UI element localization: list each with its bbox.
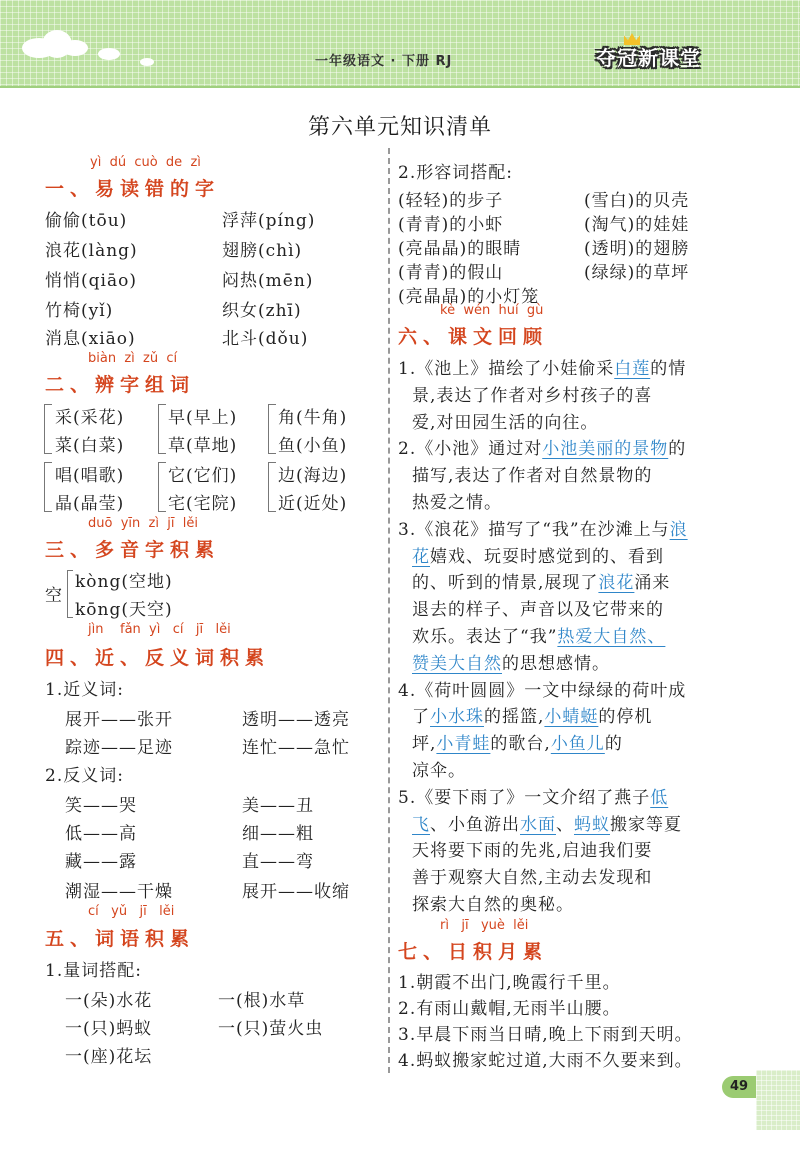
review-line: [412, 810, 682, 835]
review-text: 的摇篮,: [484, 707, 545, 728]
s2-word: 鱼(小鱼): [278, 436, 348, 456]
review-text: 善于观察大自然,主动去发现和: [412, 868, 653, 889]
s1-word: 浪花(làng): [45, 241, 138, 261]
review-text: 退去的样子、声音以及它带来的: [412, 600, 664, 621]
review-line: [398, 676, 686, 701]
answer-text: 白莲: [614, 359, 651, 379]
review-line: [398, 783, 668, 808]
adj-label: 2.形容词搭配:: [398, 163, 513, 183]
review-line: [412, 622, 665, 647]
section1-pinyin: yì dú cuò de zì: [90, 155, 201, 170]
review-text: 5.《要下雨了》一文介绍了燕子: [398, 787, 651, 808]
measure-word-pair: 一(只)萤火虫: [218, 1019, 324, 1039]
review-line: [412, 756, 466, 781]
brand-logo: 夺冠新课堂: [596, 46, 701, 70]
answer-text: 花: [412, 546, 430, 567]
answer-text: 浪花: [598, 573, 635, 594]
section6-heading: 六、课文回顾: [398, 326, 549, 348]
section3-heading: 三、多音字积累: [45, 539, 221, 561]
s2-word: 宅(宅院): [168, 494, 238, 514]
answer-text: 小池美丽的景物: [542, 439, 669, 460]
review-text: 、: [556, 814, 574, 835]
section5-pinyin: cí yǔ jī lěi: [88, 904, 175, 919]
adj-pair: (淘气)的娃娃: [584, 215, 690, 235]
s2-word: 草(草地): [168, 436, 238, 456]
review-line: [412, 488, 502, 513]
s1-word: 翅膀(chì): [222, 241, 303, 261]
brace: [158, 404, 166, 454]
review-text: 2.《小池》通过对: [398, 439, 543, 460]
measure-word-pair: 一(朵)水花: [65, 991, 153, 1011]
synonym-pair: 踪迹——足迹: [65, 738, 173, 758]
adj-pair: (雪白)的贝壳: [584, 191, 690, 211]
antonym-pair: 笑——哭: [65, 796, 137, 816]
review-text: 的停机: [598, 707, 653, 728]
review-line: [412, 381, 652, 406]
review-text: 了: [412, 707, 430, 728]
answer-text: 飞: [412, 814, 430, 835]
review-line: [398, 434, 686, 459]
measure-word-pair: 一(根)水草: [218, 991, 306, 1011]
s1-word: 消息(xiāo): [45, 329, 136, 349]
antonym-pair: 细——粗: [242, 824, 314, 844]
review-text: 4.《荷叶圆圆》一文中绿绿的荷叶成: [398, 680, 687, 701]
review-text: 爱,对田园生活的向往。: [412, 412, 599, 433]
antonym-pair: 低——高: [65, 824, 137, 844]
review-text: 欢乐。表达了“我”: [412, 627, 558, 647]
section2-heading: 二、辨字组词: [45, 374, 196, 396]
review-line: [412, 595, 664, 620]
review-line: [398, 354, 686, 379]
synonym-pair: 透明——透亮: [242, 710, 350, 730]
review-text: 3.《浪花》描写了“我”在沙滩上与: [398, 519, 670, 540]
page-number: 49: [722, 1076, 756, 1098]
antonym-pair: 展开——收缩: [242, 882, 350, 902]
review-text: 的情: [650, 359, 687, 379]
review-line: [412, 890, 574, 915]
adj-pair: (亮晶晶)的小灯笼: [398, 287, 540, 307]
section5-heading: 五、词语积累: [45, 928, 196, 950]
brace: [44, 404, 52, 454]
answer-text: 小鱼儿: [550, 734, 605, 755]
review-line: [398, 515, 688, 540]
s1-word: 竹椅(yǐ): [45, 301, 114, 321]
answer-text: 水面: [520, 814, 556, 835]
s2-word: 近(近处): [278, 494, 348, 514]
section2-pinyin: biàn zì zǔ cí: [88, 351, 178, 366]
adj-pair: (透明)的翅膀: [584, 239, 690, 259]
adj-pair: (青青)的假山: [398, 263, 504, 283]
cloud-decoration: [98, 48, 120, 60]
answer-text: 浪: [669, 519, 688, 540]
review-text: 1.《池上》描绘了小娃偷采: [398, 359, 615, 379]
s2-word: 它(它们): [168, 466, 238, 486]
proverb: 4.蚂蚁搬家蛇过道,大雨不久要来到。: [398, 1051, 693, 1071]
s2-word: 唱(唱歌): [55, 466, 125, 486]
s1-word: 浮萍(píng): [222, 211, 316, 231]
header-banner: [0, 0, 800, 88]
answer-text: 小水珠: [430, 707, 484, 728]
s1-word: 北斗(dǒu): [222, 329, 309, 349]
section7-pinyin: rì jī yuè lěi: [440, 918, 529, 933]
antonym-pair: 直——弯: [242, 852, 314, 872]
synonym-pair: 展开——张开: [65, 710, 173, 730]
review-line: [412, 649, 610, 674]
s2-word: 边(海边): [278, 466, 348, 486]
review-text: 的: [668, 439, 687, 460]
review-text: 涌来: [634, 573, 671, 594]
brace: [67, 570, 73, 618]
adj-pair: (绿绿)的草坪: [584, 263, 690, 283]
grade-label: 一年级语文 · 下册 RJ: [315, 54, 453, 69]
answer-text: 蚂蚁: [574, 814, 610, 835]
answer-text: 热爱大自然、: [557, 627, 666, 647]
s2-word: 菜(白菜): [55, 436, 125, 456]
proverb: 1.朝霞不出门,晚霞行千里。: [398, 973, 621, 993]
measure-word-pair: 一(只)蚂蚁: [65, 1019, 153, 1039]
review-text: 描写,表达了作者对自然景物的: [412, 466, 653, 487]
s1-word: 闷热(mēn): [222, 271, 314, 291]
section7-heading: 七、日积月累: [398, 941, 549, 963]
review-text: 的思想感情。: [502, 653, 610, 674]
review-text: 嬉戏、玩耍时感觉到的、看到: [430, 546, 664, 567]
measure-word-pair: 一(座)花坛: [65, 1047, 153, 1067]
polyphone-reading: kòng(空地): [75, 572, 173, 592]
section1-heading: 一、易读错的字: [45, 178, 221, 200]
review-text: 的、听到的情景,展现了: [412, 573, 599, 594]
review-line: [412, 542, 664, 567]
answer-text: 小蜻蜓: [544, 707, 599, 728]
antonym-label: 2.反义词:: [45, 766, 124, 786]
s1-word: 织女(zhī): [222, 301, 302, 321]
s1-word: 悄悄(qiāo): [45, 271, 137, 291]
polyphone-reading: kōng(天空): [75, 600, 173, 620]
synonym-pair: 连忙——急忙: [242, 738, 350, 758]
review-line: [412, 836, 652, 861]
review-text: 热爱之情。: [412, 493, 502, 513]
s2-word: 早(早上): [168, 408, 238, 428]
s2-word: 晶(晶莹): [55, 494, 125, 514]
measure-word-label: 1.量词搭配:: [45, 961, 142, 981]
proverb: 3.早晨下雨当日晴,晚上下雨到天明。: [398, 1025, 693, 1045]
section4-heading: 四、近、反义词积累: [45, 647, 271, 669]
review-text: 天将要下雨的先兆,启迪我们要: [412, 841, 653, 862]
brace: [158, 462, 166, 512]
review-line: [412, 863, 652, 888]
page-corner-pattern: [756, 1070, 800, 1130]
review-text: 景,表达了作者对乡村孩子的喜: [412, 385, 653, 406]
section6-pinyin: kè wén huí gù: [440, 303, 544, 318]
review-text: 的歌台,: [490, 734, 551, 755]
review-line: [412, 702, 652, 727]
review-text: 坪,: [412, 734, 437, 755]
antonym-pair: 潮湿——干燥: [65, 882, 173, 902]
column-divider: [388, 148, 390, 1073]
cloud-decoration: [62, 40, 88, 56]
antonym-pair: 藏——露: [65, 852, 137, 872]
s1-word: 偷偷(tōu): [45, 211, 128, 231]
review-text: 、小鱼游出: [430, 814, 520, 835]
s2-word: 采(采花): [55, 408, 125, 428]
s2-word: 角(牛角): [278, 408, 348, 428]
page-title: 第六单元知识清单: [307, 115, 492, 140]
answer-text: 低: [650, 787, 669, 808]
polyphone-char: 空: [45, 586, 63, 606]
brace: [44, 462, 52, 512]
cloud-decoration: [140, 58, 154, 66]
brace: [268, 404, 276, 454]
review-text: 的: [604, 734, 623, 755]
review-text: 凉伞。: [412, 761, 466, 781]
review-text: 探索大自然的奥秘。: [412, 895, 574, 915]
adj-pair: (亮晶晶)的眼睛: [398, 239, 522, 259]
answer-text: 赞美大自然: [412, 653, 502, 674]
review-line: [412, 729, 623, 754]
review-line: [412, 461, 652, 486]
review-text: 搬家等夏: [610, 814, 682, 835]
answer-text: 小青蛙: [436, 734, 491, 755]
proverb: 2.有雨山戴帽,无雨半山腰。: [398, 999, 621, 1019]
adj-pair: (青青)的小虾: [398, 215, 504, 235]
brace: [268, 462, 276, 512]
section3-pinyin: duō yīn zì jī lěi: [88, 516, 198, 531]
review-line: [412, 568, 670, 593]
synonym-label: 1.近义词:: [45, 680, 124, 700]
adj-pair: (轻轻)的步子: [398, 191, 504, 211]
review-line: [412, 408, 598, 433]
section4-pinyin: jìn fǎn yì cí jī lěi: [88, 622, 231, 637]
antonym-pair: 美——丑: [242, 796, 314, 816]
